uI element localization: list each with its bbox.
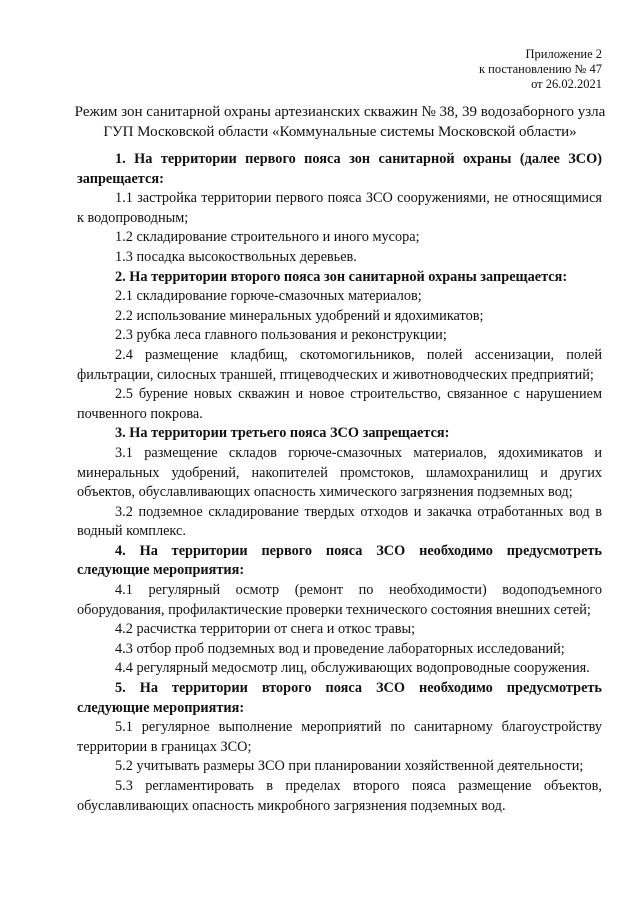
item-3-1: 3.1 размещение складов горюче-смазочных материалов, ядохимикатов и минеральных удобрений, накопителей промстоков, шламохранилищ и других объектов, обуславливающих опасность химического загрязнения подземных вод; [77, 444, 602, 501]
appendix-line-2: к постановлению № 47 [478, 62, 602, 76]
section-1-heading: 1. На территории первого пояса зон санитарной охраны (далее ЗСО) запрещается: [77, 151, 602, 187]
item-4-3: 4.3 отбор проб подземных вод и проведение лабораторных исследований; [115, 640, 565, 657]
item-5-3: 5.3 регламентировать в пределах второго пояса размещение объектов, обуславливающих опасность микробного загрязнения подземных вод. [77, 778, 602, 814]
section-5-heading: 5. На территории второго пояса ЗСО необходимо предусмотреть следующие мероприятия: [77, 680, 602, 716]
item-2-4: 2.4 размещение кладбищ, скотомогильников, полей ассенизации, полей фильтрации, силосных траншей, птицеводческих и животноводческих предприятий; [77, 346, 602, 383]
item-5-2: 5.2 учитывать размеры ЗСО при планировании хозяйственной деятельности; [115, 758, 584, 775]
appendix-line-1: Приложение 2 [525, 47, 602, 61]
item-4-2: 4.2 расчистка территории от снега и откос травы; [115, 621, 416, 638]
appendix-note [479, 47, 602, 92]
item-5-1: 5.1 регулярное выполнение мероприятий по санитарному благоустройству территории в границах ЗСО; [77, 719, 602, 755]
item-1-1: 1.1 застройка территории первого пояса ЗСО сооружениями, не относящимися к водопроводным; [77, 190, 602, 226]
item-2-5: 2.5 бурение новых скважин и новое строительство, связанное с нарушением почвенного покрова. [77, 386, 602, 422]
section-2-heading: 2. На территории второго пояса зон санитарной охраны запрещается: [115, 268, 568, 285]
item-4-4: 4.4 регулярный медосмотр лиц, обслуживающих водопроводные сооружения. [115, 660, 590, 677]
item-2-3: 2.3 рубка леса главного пользования и реконструкции; [115, 327, 447, 344]
item-4-1: 4.1 регулярный осмотр (ремонт по необходимости) водоподъемного оборудования, профилактические проверки технического состояния внешних сетей; [77, 582, 602, 618]
section-4-heading: 4. На территории первого пояса ЗСО необходимо предусмотреть следующие мероприятия: [77, 542, 602, 579]
item-2-1: 2.1 складирование горюче-смазочных материалов; [115, 288, 422, 305]
item-1-3: 1.3 посадка высокоствольных деревьев. [115, 248, 357, 265]
item-1-2: 1.2 складирование строительного и иного мусора; [115, 229, 420, 246]
document-title: Режим зон санитарной охраны артезианских скважин № 38, 39 водозаборного узла ГУП Московской области «Коммунальные системы Московской области» [74, 104, 606, 140]
item-2-2: 2.2 использование минеральных удобрений и ядохимикатов; [115, 307, 484, 324]
appendix-line-3: от 26.02.2021 [531, 77, 602, 91]
section-3-heading: 3. На территории третьего пояса ЗСО запрещается: [115, 425, 450, 442]
item-3-2: 3.2 подземное складирование твердых отходов и закачка отработанных вод в водный комплекс. [77, 503, 602, 540]
document-body [77, 150, 602, 816]
